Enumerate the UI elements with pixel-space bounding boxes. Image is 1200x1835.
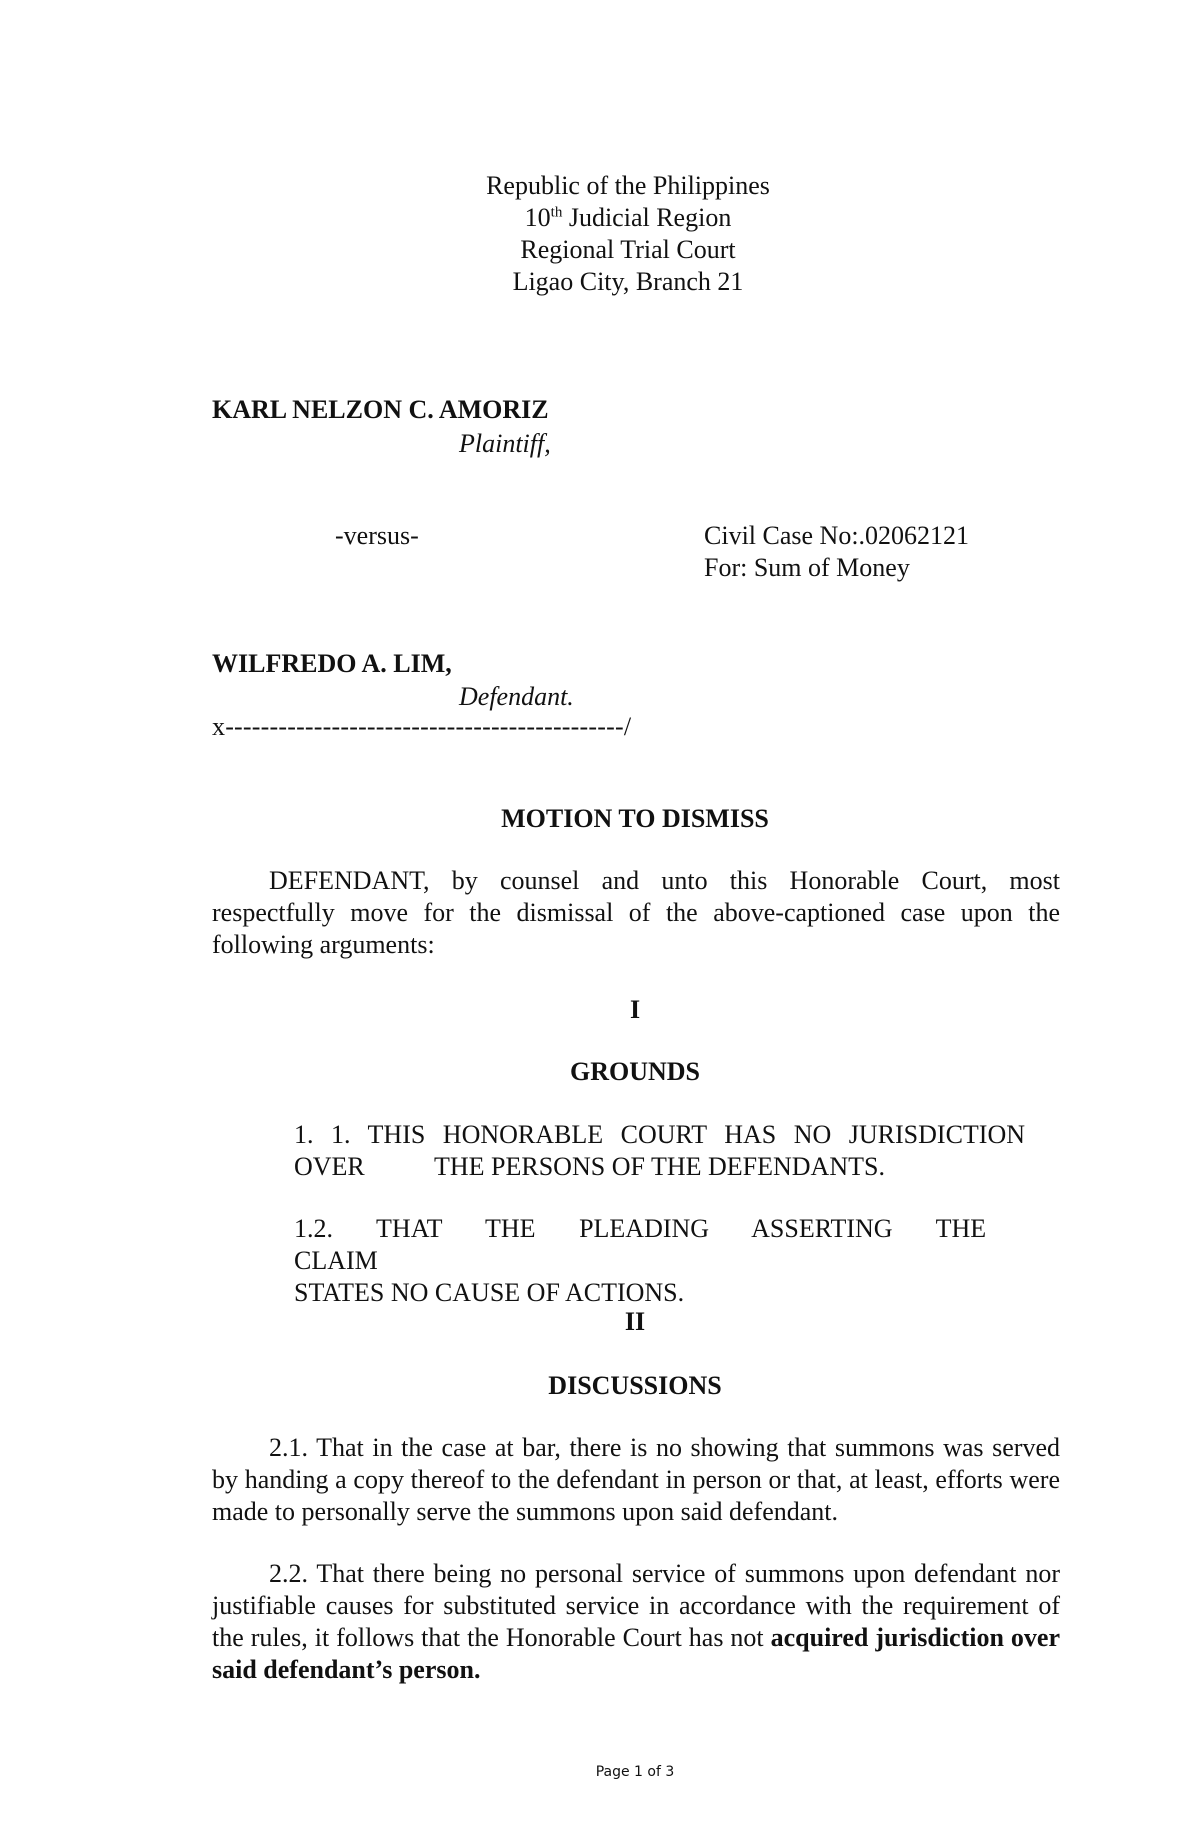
caption-separator: x---------------------------------------------/ — [212, 712, 632, 741]
ground-item-1-line-2 — [294, 1151, 1060, 1183]
court-header — [0, 170, 1200, 298]
motion-title: MOTION TO DISMISS — [501, 804, 769, 833]
discussion-paragraph-2 — [212, 1558, 1060, 1686]
court-line: Regional Trial Court — [520, 235, 736, 264]
ground-item-1-continuation: THE PERSONS OF THE DEFENDANTS. — [434, 1152, 885, 1181]
plaintiff-name: KARL NELZON C. AMORIZ — [212, 395, 549, 424]
discussion-paragraph-1: 2.1. That in the case at bar, there is no showing that summons was served by handing a copy thereof to the defendant in person or that, at least, efforts were made to personally serve the summons upon said defendant. — [212, 1433, 1060, 1526]
city-branch-line: Ligao City, Branch 21 — [512, 267, 744, 296]
defendant-name: WILFREDO A. LIM, — [212, 649, 452, 678]
ground-item-1 — [294, 1119, 1060, 1183]
judicial-region-line — [0, 202, 1200, 234]
ground-item-1-line-1 — [294, 1119, 1060, 1151]
ground-item-2-line-1 — [294, 1213, 1060, 1277]
discussion-paragraph-2-bold: acquired jurisdiction over said defendant’s person. — [212, 1623, 1060, 1684]
plaintiff-role: Plaintiff, — [459, 429, 551, 458]
case-number: Civil Case No:.02062121 — [704, 521, 970, 550]
region-text: Judicial Region — [562, 203, 732, 232]
discussions-heading: DISCUSSIONS — [548, 1371, 722, 1400]
case-nature: For: Sum of Money — [704, 553, 910, 582]
region-number: 10 — [524, 203, 551, 232]
ground-item-2-line-2: STATES NO CAUSE OF ACTIONS. — [294, 1278, 685, 1307]
intro-paragraph: DEFENDANT, by counsel and unto this Honorable Court, most respectfully move for the dismissal of the above-captioned case upon the following arguments: — [212, 866, 1060, 959]
ground-item-1-text: 1. 1. THIS HONORABLE COURT HAS NO JURISDICTION — [294, 1120, 1026, 1149]
page-total: 3 — [665, 1764, 675, 1780]
ground-item-2 — [294, 1213, 1060, 1309]
grounds-heading: GROUNDS — [569, 1057, 700, 1086]
region-ordinal: th — [550, 204, 563, 221]
page-current: 1 — [634, 1764, 643, 1780]
republic-line: Republic of the Philippines — [486, 171, 770, 200]
section-numeral-1: I — [629, 995, 641, 1024]
page-footer — [0, 1756, 1200, 1788]
ground-item-2-text: 1.2. THAT THE PLEADING ASSERTING THE CLAIM — [294, 1214, 987, 1275]
page-label: Page — [595, 1764, 630, 1780]
page-of: of — [647, 1764, 661, 1780]
ground-item-1-over: OVER — [294, 1152, 365, 1181]
defendant-role: Defendant. — [459, 682, 574, 711]
section-numeral-2: II — [624, 1307, 646, 1336]
versus-label: -versus- — [335, 521, 419, 550]
discussion-paragraph-2-text: 2.2. That there being no personal service of summons upon defendant nor justifiable causes for substituted service in accordance with the requirement of the rules, it follows that the Honorable Court has not — [212, 1559, 1060, 1652]
